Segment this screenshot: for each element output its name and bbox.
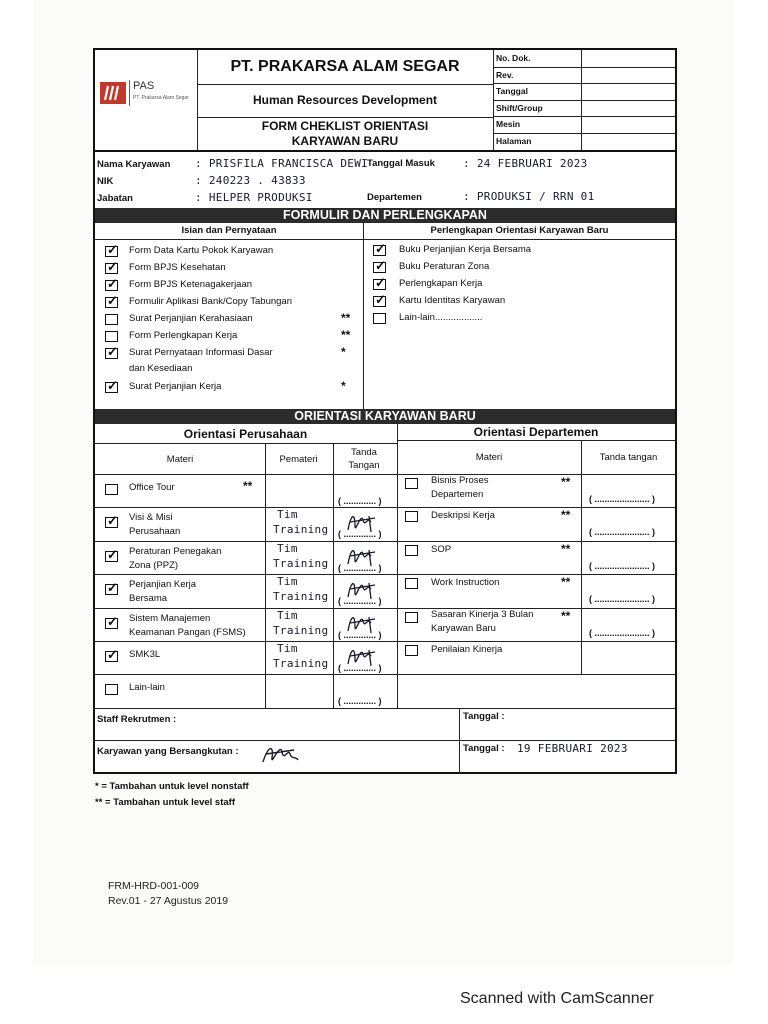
company-orientation-checkbox-4[interactable] <box>105 613 118 629</box>
dept-signature-bracket: ( ...................... ) <box>589 527 656 538</box>
company-orientation-topic-2: Zona (PPZ) <box>129 559 179 571</box>
level-mark: * <box>341 378 346 393</box>
pemateri-line2: Training <box>273 623 329 637</box>
level-mark: ** <box>341 311 351 325</box>
equipment-item-label: Buku Peraturan Zona <box>399 261 490 272</box>
doc-field-value-3[interactable] <box>582 100 675 116</box>
company-name: PT. PRAKARSA ALAM SEGAR <box>230 58 460 75</box>
employee-date-value: 19 FEBRUARI 2023 <box>517 742 628 755</box>
department-value: : PRODUKSI / RRN 01 <box>463 190 595 203</box>
start-date-value: : 24 FEBRUARI 2023 <box>463 157 588 170</box>
doc-field-value-4[interactable] <box>582 116 675 132</box>
level-mark: ** <box>561 541 571 556</box>
pemateri-line1: Tim <box>277 541 298 555</box>
section-orientasi-title: ORIENTASI KARYAWAN BARU <box>95 409 675 424</box>
checkmark-icon: ✓ <box>375 292 386 307</box>
document-revision: Rev.01 - 27 Agustus 2019 <box>108 895 229 907</box>
checkmark-icon: ✓ <box>107 276 118 291</box>
company-orientation-checkbox-0[interactable] <box>105 484 118 495</box>
department-label: Departemen <box>367 192 422 203</box>
checkmark-icon: ✓ <box>375 275 386 290</box>
company-orientation-topic-2: Keamanan Pangan (FSMS) <box>129 626 246 638</box>
form-title-line2: KARYAWAN BARU <box>291 134 399 148</box>
materi-column-header: Materi <box>166 454 194 465</box>
equipment-checkbox-4[interactable] <box>373 313 386 324</box>
equipment-item-label: Perlengkapan Kerja <box>399 278 483 289</box>
form-item-label: Surat Perjanjian Kerja <box>129 380 222 392</box>
doc-field-2: Tanggal <box>496 86 528 96</box>
dept-orientation-checkbox-5[interactable] <box>405 645 418 656</box>
dept-orientation-topic: Penilaian Kinerja <box>431 644 503 655</box>
form-checkbox-5[interactable] <box>105 331 118 342</box>
company-orientation-topic-2: Bersama <box>129 593 168 605</box>
checkmark-icon: ✓ <box>107 513 118 529</box>
level-mark: ** <box>561 608 571 623</box>
dept-orientation-checkbox-2[interactable] <box>405 545 418 556</box>
level-mark: ** <box>341 328 351 342</box>
company-logo <box>100 80 198 112</box>
form-item-label: Surat Perjanjian Kerahasiaan <box>129 313 253 324</box>
dept-orientation-topic-2: Departemen <box>431 489 484 500</box>
checkmark-icon: ✓ <box>107 344 118 359</box>
pemateri-line2: Training <box>273 556 329 570</box>
form-checkbox-6[interactable] <box>105 344 118 359</box>
dept-orientation-topic: Deskripsi Kerja <box>431 510 495 522</box>
company-orientation-checkbox-6[interactable] <box>105 684 118 695</box>
department-name: Human Resources Development <box>252 93 438 107</box>
position-value: : HELPER PRODUKSI <box>195 191 313 204</box>
pemateri-line1: Tim <box>277 508 298 522</box>
dept-orientation-checkbox-4[interactable] <box>405 612 418 623</box>
doc-field-value-5[interactable] <box>582 133 675 149</box>
form-item-label-2: dan Kesediaan <box>129 363 193 374</box>
logo-mark-icon <box>100 82 126 104</box>
checkmark-icon: ✓ <box>107 647 118 662</box>
employee-name-value: : PRISFILA FRANCISCA DEWI <box>195 157 369 170</box>
employee-signature <box>260 740 300 775</box>
signature-bracket: ( ............. ) <box>338 562 382 573</box>
doc-field-5: Halaman <box>496 135 532 146</box>
company-orientation-header: Orientasi Perusahaan <box>183 427 308 441</box>
form-checkbox-3[interactable] <box>105 293 118 308</box>
equipment-checkbox-3[interactable] <box>373 292 386 307</box>
equipment-item-label: Lain-lain.................. <box>399 312 483 323</box>
dept-orientation-topic: Work Instruction <box>431 577 500 589</box>
pemateri-line2: Training <box>273 590 329 604</box>
level-mark: ** <box>561 475 571 489</box>
pemateri-line1: Tim <box>277 642 298 655</box>
company-orientation-checkbox-1[interactable] <box>105 513 118 529</box>
company-orientation-checkbox-2[interactable] <box>105 546 118 562</box>
doc-field-3: Shift/Group <box>496 102 543 113</box>
equipment-checkbox-0[interactable] <box>373 241 386 256</box>
tanda-tangan-column-header: Tanda Tangan <box>348 447 380 471</box>
company-orientation-topic: SMK3L <box>129 649 161 660</box>
scanner-watermark: Scanned with CamScanner <box>460 990 654 1007</box>
form-item-label: Form Data Kartu Pokok Karyawan <box>129 245 274 256</box>
logo-subtext: PT. Prakarsa Alam Segar <box>133 95 189 101</box>
nik-label: NIK <box>97 176 114 187</box>
doc-field-value-1[interactable] <box>582 67 675 83</box>
form-checkbox-4[interactable] <box>105 314 118 325</box>
company-orientation-topic-2: Perusahaan <box>129 526 181 538</box>
pemateri-line1: Tim <box>277 575 298 589</box>
nik-value: : 240223 . 43833 <box>195 174 306 187</box>
pemateri-line1: Tim <box>277 608 298 622</box>
dept-signature-bracket: ( ...................... ) <box>589 560 656 571</box>
right-column-header: Perlengkapan Orientasi Karyawan Baru <box>430 225 609 236</box>
dept-orientation-topic-2: Karyawan Baru <box>431 622 496 634</box>
form-checkbox-2[interactable] <box>105 276 118 291</box>
company-orientation-topic: Sistem Manajemen <box>129 612 211 624</box>
signature-bracket: ( ............. ) <box>338 629 382 640</box>
equipment-checkbox-1[interactable] <box>373 258 386 273</box>
signature-bracket: ( ............. ) <box>338 529 382 540</box>
doc-field-4: Mesin <box>496 119 521 129</box>
logo-text: PAS <box>133 80 155 92</box>
company-orientation-checkbox-3[interactable] <box>105 580 118 596</box>
dept-tanda-column-header: Tanda tangan <box>599 452 658 463</box>
form-checkbox-7[interactable] <box>105 377 118 393</box>
level-mark: ** <box>561 508 571 523</box>
dept-signature-bracket: ( ...................... ) <box>589 494 656 504</box>
pemateri-line2: Training <box>273 523 329 537</box>
equipment-item-label: Kartu Identitas Karyawan <box>399 295 506 306</box>
company-orientation-topic: Perjanjian Kerja <box>129 579 197 591</box>
employee-name-label: Nama Karyawan <box>97 159 171 170</box>
section-formulir-title: FORMULIR DAN PERLENGKAPAN <box>95 208 675 223</box>
company-orientation-topic: Office Tour <box>129 482 175 493</box>
note-nonstaff: * = Tambahan untuk level nonstaff <box>95 781 249 792</box>
form-checkbox-1[interactable] <box>105 259 118 274</box>
position-label: Jabatan <box>97 193 133 204</box>
staff-date-label: Tanggal : <box>463 711 505 722</box>
equipment-item-label: Buku Perjanjian Kerja Bersama <box>399 244 532 255</box>
employee-date-label: Tanggal : <box>463 743 505 754</box>
checkmark-icon: ✓ <box>107 242 118 257</box>
logo-divider <box>129 80 130 106</box>
checkmark-icon: ✓ <box>375 241 386 256</box>
pemateri-column-header: Pemateri <box>279 454 318 465</box>
doc-field-value-2[interactable] <box>582 83 675 99</box>
company-orientation-topic: Lain-lain <box>129 682 165 694</box>
left-column-header: Isian dan Pernyataan <box>181 225 277 236</box>
checkmark-icon: ✓ <box>107 377 118 393</box>
company-orientation-topic: Peraturan Penegakan <box>129 545 222 557</box>
dept-orientation-checkbox-0[interactable] <box>405 478 418 489</box>
department-orientation-header: Orientasi Departemen <box>473 425 599 439</box>
checklist-form <box>93 48 677 774</box>
start-date-label: Tanggal Masuk <box>367 158 435 169</box>
employee-sign-label: Karyawan yang Bersangkutan : <box>97 746 239 757</box>
equipment-checkbox-2[interactable] <box>373 275 386 290</box>
level-mark: ** <box>561 575 571 590</box>
staff-recruitment-label: Staff Rekrutmen : <box>97 714 177 725</box>
signature-bracket: ( ............. ) <box>338 663 382 673</box>
form-item-label: Form BPJS Ketenagakerjaan <box>129 279 253 290</box>
checkmark-icon: ✓ <box>107 259 118 274</box>
form-item-label: Form BPJS Kesehatan <box>129 262 226 273</box>
checkmark-icon: ✓ <box>107 613 118 629</box>
form-title-line1: FORM CHEKLIST ORIENTASI <box>261 119 429 133</box>
signature-bracket: ( ............. ) <box>338 496 382 506</box>
form-item-label: Form Perlengkapan Kerja <box>129 330 238 341</box>
dept-materi-column-header: Materi <box>475 452 503 463</box>
doc-field-1: Rev. <box>496 69 514 80</box>
dept-signature-bracket: ( ...................... ) <box>589 627 656 638</box>
form-checkbox-0[interactable] <box>105 242 118 257</box>
doc-field-0: No. Dok. <box>496 53 531 63</box>
level-mark: * <box>341 345 346 359</box>
dept-orientation-topic: Sasaran Kinerja 3 Bulan <box>431 608 534 620</box>
doc-field-value-0[interactable] <box>582 50 675 66</box>
form-item-label: Surat Pernyataan Informasi Dasar <box>129 347 273 358</box>
signature-bracket: ( ............. ) <box>338 596 382 607</box>
dept-signature-bracket: ( ...................... ) <box>589 594 656 605</box>
form-item-label: Formulir Aplikasi Bank/Copy Tabungan <box>129 296 292 307</box>
checkmark-icon: ✓ <box>107 580 118 596</box>
note-staff: ** = Tambahan untuk level staff <box>95 797 235 808</box>
document-code: FRM-HRD-001-009 <box>108 880 200 892</box>
checkmark-icon: ✓ <box>107 546 118 562</box>
dept-orientation-checkbox-1[interactable] <box>405 511 418 522</box>
checkmark-icon: ✓ <box>107 293 118 308</box>
pemateri-line2: Training <box>273 657 329 670</box>
dept-orientation-topic: SOP <box>431 543 452 555</box>
company-orientation-topic: Visi & Misi <box>129 512 173 524</box>
level-mark: ** <box>243 479 253 493</box>
dept-orientation-checkbox-3[interactable] <box>405 578 418 589</box>
dept-orientation-topic: Bisnis Proses <box>431 475 489 486</box>
signature-bracket: ( ............. ) <box>338 696 382 707</box>
company-orientation-checkbox-5[interactable] <box>105 647 118 662</box>
checkmark-icon: ✓ <box>375 258 386 273</box>
